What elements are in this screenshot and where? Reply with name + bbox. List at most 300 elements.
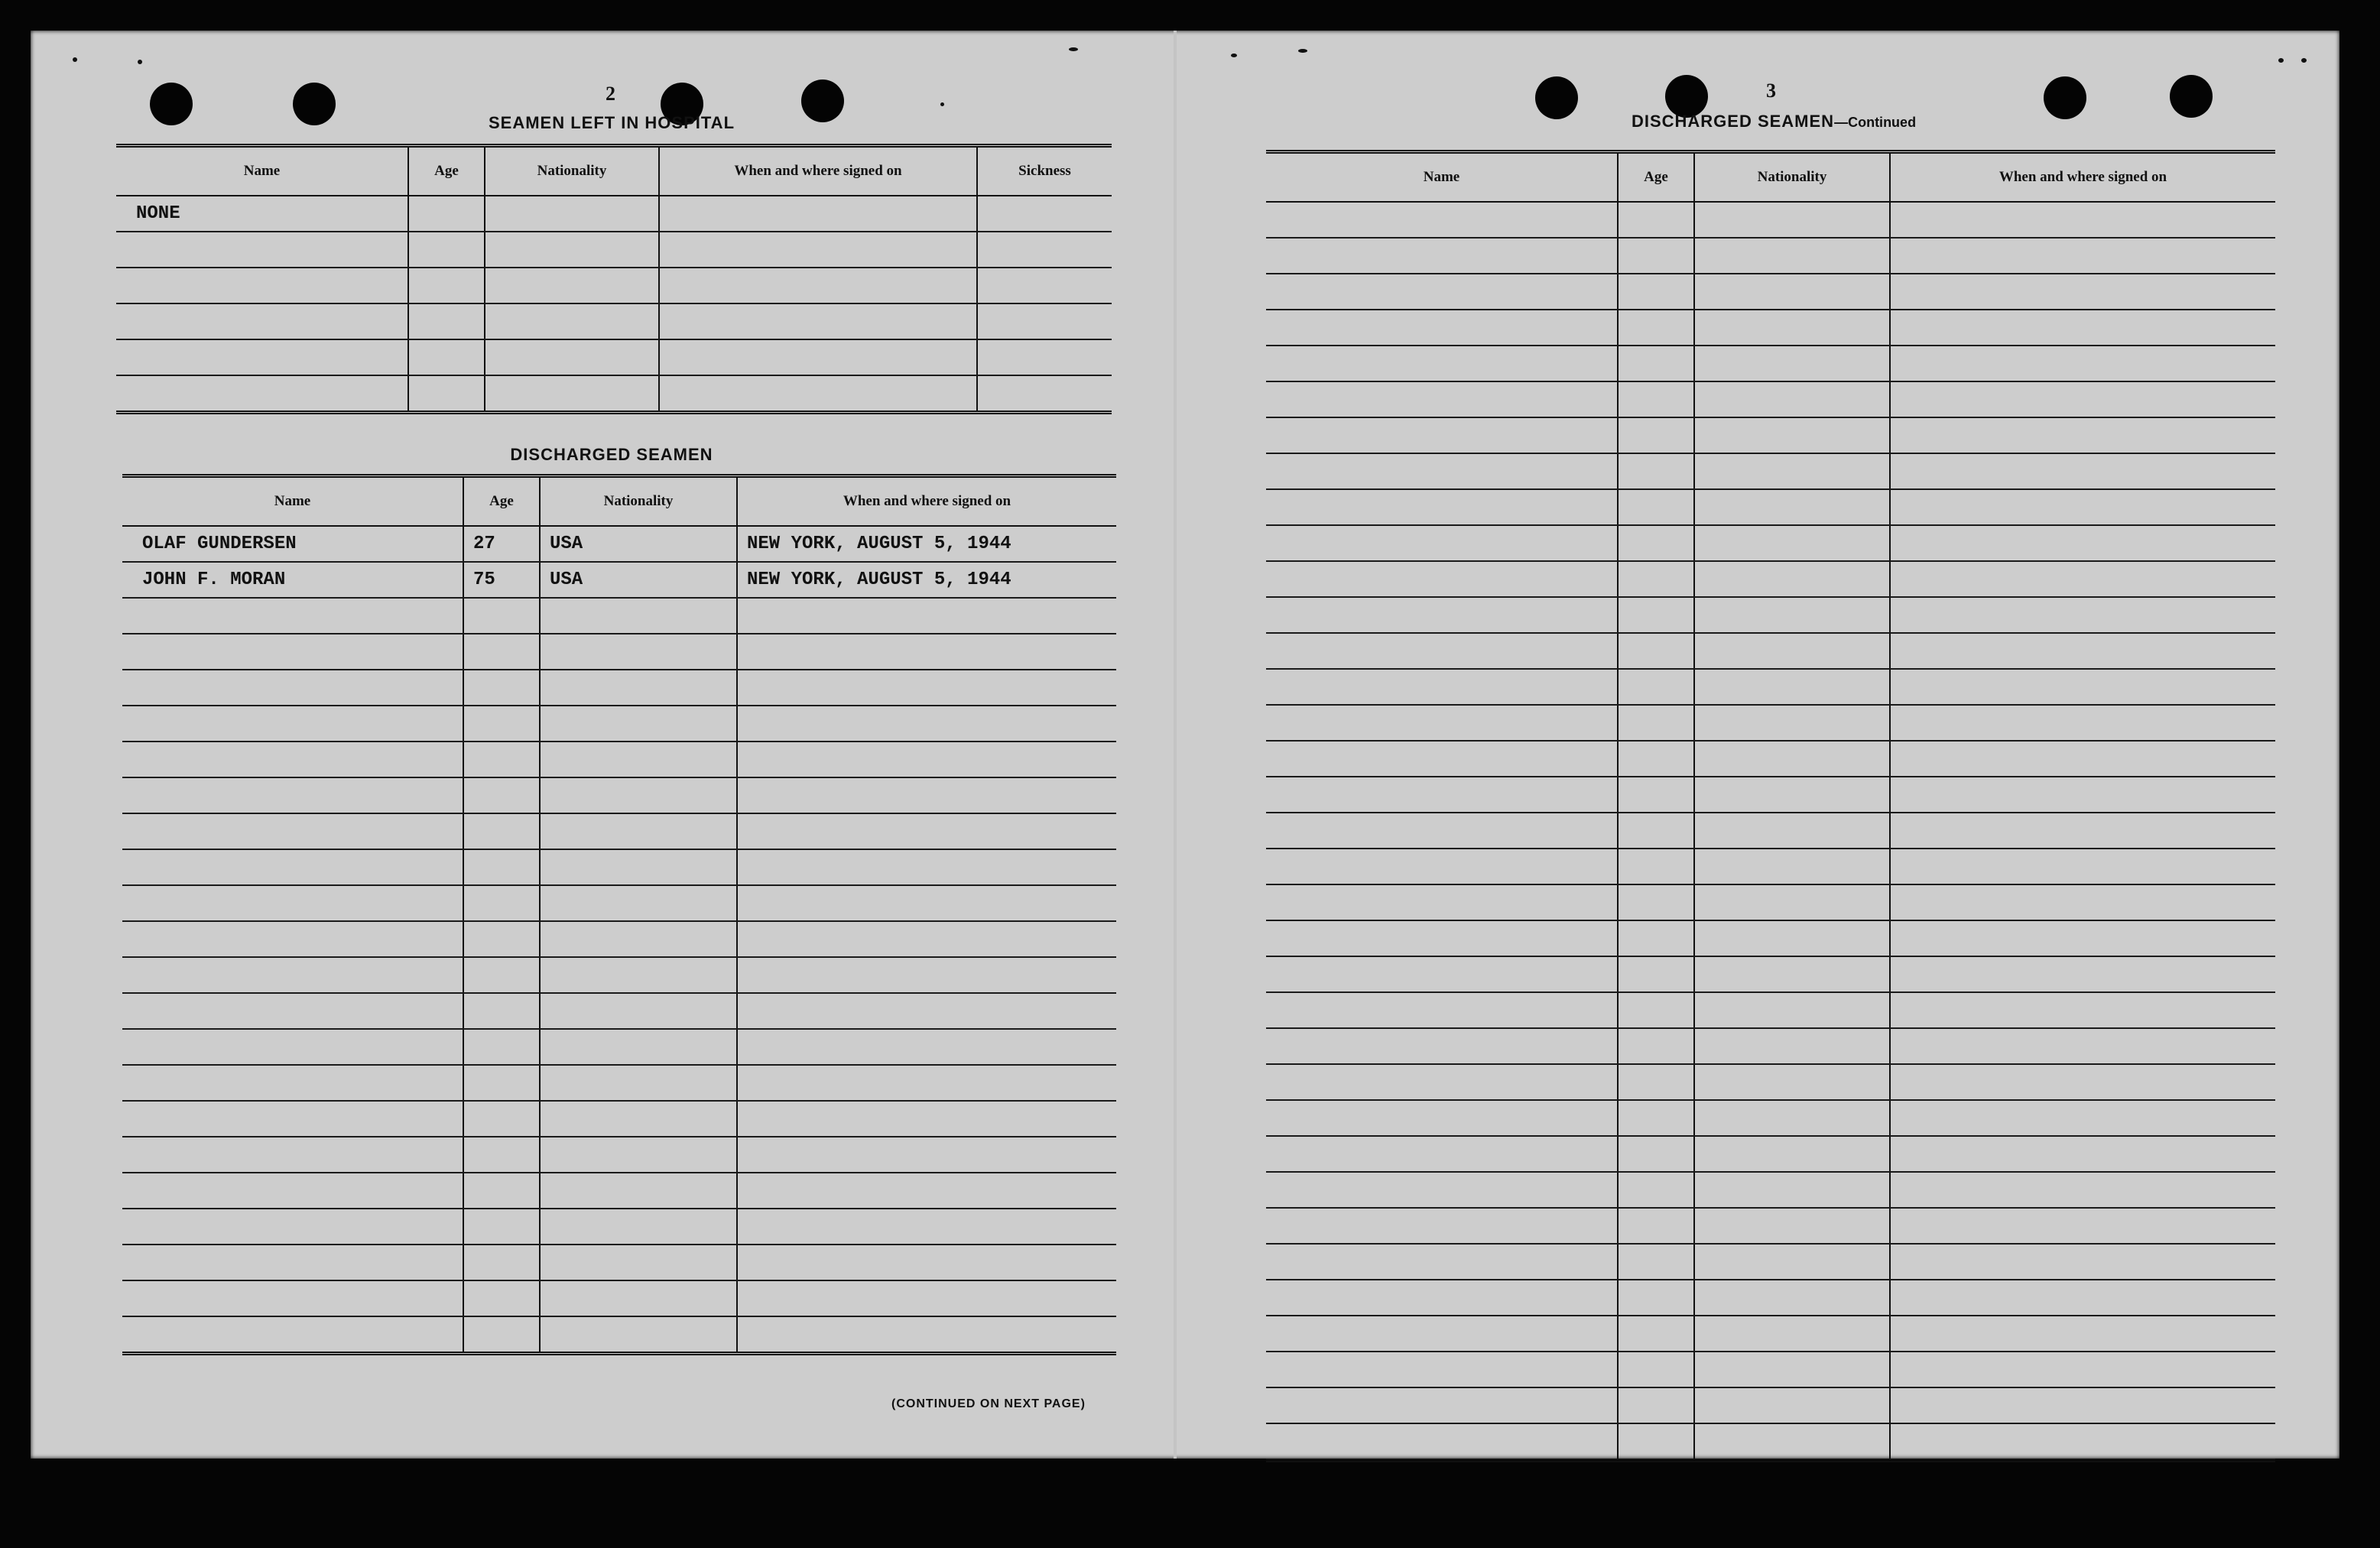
- cell-signed-on: [1890, 669, 2275, 705]
- cell-age: [1618, 1387, 1694, 1423]
- cell-nationality: [1694, 1208, 1890, 1244]
- table-row: [122, 598, 1116, 634]
- cell-signed-on: NEW YORK, AUGUST 5, 1944: [737, 526, 1116, 562]
- cell-signed-on: [1890, 1244, 2275, 1280]
- discharged-continued-title-text: DISCHARGED SEAMEN: [1631, 112, 1835, 131]
- cell-nationality: [1694, 813, 1890, 849]
- cell-nationality: [540, 849, 737, 885]
- cell-signed-on: [1890, 956, 2275, 992]
- cell-name: [122, 670, 463, 706]
- cell-nationality: [540, 1137, 737, 1173]
- cell-nationality: [540, 670, 737, 706]
- cell-nationality: [1694, 1316, 1890, 1352]
- cell-age: [1618, 489, 1694, 525]
- cell-signed-on: [1890, 238, 2275, 274]
- discharged-continued-table: [1266, 150, 2275, 1462]
- cell-nationality: [485, 339, 659, 375]
- cell-age: [1618, 346, 1694, 381]
- table-row: [122, 1137, 1116, 1173]
- cell-age: [463, 849, 540, 885]
- table-row: [122, 1245, 1116, 1280]
- cell-signed-on: [737, 706, 1116, 742]
- cell-signed-on: [1890, 1136, 2275, 1172]
- cell-age: [408, 268, 485, 303]
- cell-age: [1618, 992, 1694, 1028]
- cell-signed-on: [737, 1245, 1116, 1280]
- cell-signed-on: [659, 232, 977, 268]
- cell-age: [1618, 597, 1694, 633]
- table-row: [122, 849, 1116, 885]
- cell-nationality: [485, 232, 659, 268]
- cell-sickness: [977, 268, 1112, 303]
- cell-age: [1618, 1136, 1694, 1172]
- cell-sickness: [977, 375, 1112, 413]
- cell-age: [1618, 238, 1694, 274]
- cell-age: [1618, 1064, 1694, 1100]
- column-header-name: Name: [1266, 152, 1618, 203]
- table-row: [122, 1209, 1116, 1245]
- cell-nationality: [540, 813, 737, 849]
- paper-speck: [2278, 58, 2284, 63]
- table-row: [1266, 525, 2275, 561]
- cell-name: [1266, 1208, 1618, 1244]
- hospital-section-title: SEAMEN LEFT IN HOSPITAL: [488, 113, 735, 132]
- cell-name: [122, 598, 463, 634]
- cell-nationality: [540, 993, 737, 1029]
- table-row: [1266, 238, 2275, 274]
- cell-name: [1266, 813, 1618, 849]
- cell-name: [1266, 1136, 1618, 1172]
- column-header-signed-on: When and where signed on: [737, 476, 1116, 527]
- cell-signed-on: [1890, 1172, 2275, 1208]
- cell-age: [1618, 453, 1694, 489]
- cell-age: [463, 1029, 540, 1065]
- cell-age: [1618, 417, 1694, 453]
- cell-name: JOHN F. MORAN: [122, 562, 463, 598]
- cell-name: [122, 1316, 463, 1354]
- cell-age: [463, 706, 540, 742]
- table-row: [122, 1101, 1116, 1137]
- cell-name: [1266, 741, 1618, 777]
- punch-hole: [2170, 75, 2213, 118]
- column-header-age: Age: [463, 476, 540, 527]
- cell-age: [463, 957, 540, 993]
- cell-age: [1618, 633, 1694, 669]
- cell-age: [1618, 1244, 1694, 1280]
- cell-signed-on: [1890, 274, 2275, 310]
- cell-age: 27: [463, 526, 540, 562]
- cell-nationality: [1694, 310, 1890, 346]
- cell-nationality: [540, 598, 737, 634]
- cell-nationality: [540, 634, 737, 670]
- cell-name: [1266, 1387, 1618, 1423]
- cell-age: [463, 1280, 540, 1316]
- column-header-nationality: Nationality: [540, 476, 737, 527]
- cell-name: [122, 993, 463, 1029]
- cell-signed-on: [1890, 849, 2275, 884]
- cell-nationality: [540, 742, 737, 777]
- cell-signed-on: [737, 1316, 1116, 1354]
- cell-age: [1618, 1208, 1694, 1244]
- cell-signed-on: [1890, 525, 2275, 561]
- cell-nationality: [1694, 1028, 1890, 1064]
- cell-signed-on: [737, 1101, 1116, 1137]
- cell-name: [1266, 920, 1618, 956]
- cell-name: [116, 232, 408, 268]
- cell-signed-on: [737, 1137, 1116, 1173]
- cell-signed-on: [737, 885, 1116, 921]
- cell-name: [1266, 633, 1618, 669]
- table-row: [1266, 1387, 2275, 1423]
- hospital-table: [116, 144, 1112, 414]
- cell-signed-on: [1890, 920, 2275, 956]
- table-row: [116, 339, 1112, 375]
- cell-signed-on: [737, 634, 1116, 670]
- table-row: [116, 268, 1112, 303]
- table-row: [1266, 1423, 2275, 1461]
- cell-nationality: [1694, 992, 1890, 1028]
- table-row: [1266, 813, 2275, 849]
- cell-signed-on: [1890, 381, 2275, 417]
- cell-signed-on: [659, 375, 977, 413]
- table-row: [1266, 381, 2275, 417]
- cell-nationality: [1694, 1387, 1890, 1423]
- cell-age: [463, 598, 540, 634]
- cell-age: [463, 742, 540, 777]
- column-header-sickness: Sickness: [977, 146, 1112, 196]
- table-row: [1266, 1280, 2275, 1316]
- cell-name: OLAF GUNDERSEN: [122, 526, 463, 562]
- cell-signed-on: [659, 303, 977, 339]
- cell-nationality: [1694, 381, 1890, 417]
- cell-nationality: [1694, 525, 1890, 561]
- cell-name: [1266, 1423, 1618, 1461]
- cell-age: 75: [463, 562, 540, 598]
- table-row: [1266, 849, 2275, 884]
- cell-name: [1266, 1172, 1618, 1208]
- table-row: [1266, 1136, 2275, 1172]
- cell-name: [116, 375, 408, 413]
- cell-name: [1266, 202, 1618, 238]
- cell-age: [1618, 1316, 1694, 1352]
- cell-nationality: [1694, 1100, 1890, 1136]
- cell-name: [122, 1280, 463, 1316]
- cell-age: [1618, 1423, 1694, 1461]
- table-row: [1266, 1028, 2275, 1064]
- cell-signed-on: [1890, 1208, 2275, 1244]
- cell-age: [463, 1101, 540, 1137]
- cell-name: [116, 339, 408, 375]
- cell-name: [1266, 884, 1618, 920]
- table-row: [122, 813, 1116, 849]
- column-header-name: Name: [116, 146, 408, 196]
- cell-age: [1618, 274, 1694, 310]
- cell-age: [1618, 561, 1694, 597]
- cell-age: [463, 1173, 540, 1209]
- cell-signed-on: [1890, 777, 2275, 813]
- table-row: [1266, 777, 2275, 813]
- cell-nationality: [1694, 705, 1890, 741]
- table-row: [122, 634, 1116, 670]
- cell-sickness: [977, 339, 1112, 375]
- cell-signed-on: [1890, 489, 2275, 525]
- punch-hole: [801, 80, 844, 122]
- cell-nationality: [540, 957, 737, 993]
- cell-signed-on: [1890, 346, 2275, 381]
- cell-name: [122, 742, 463, 777]
- cell-nationality: [1694, 1172, 1890, 1208]
- cell-nationality: [1694, 274, 1890, 310]
- cell-name: [122, 1245, 463, 1280]
- page-number-right: 3: [1766, 80, 1776, 102]
- cell-age: [1618, 813, 1694, 849]
- cell-age: [408, 375, 485, 413]
- table-row: [1266, 992, 2275, 1028]
- table-row: [116, 303, 1112, 339]
- cell-name: [122, 634, 463, 670]
- cell-nationality: [1694, 741, 1890, 777]
- table-row: [1266, 597, 2275, 633]
- cell-age: [463, 1137, 540, 1173]
- cell-nationality: [540, 706, 737, 742]
- cell-signed-on: [659, 196, 977, 232]
- table-row: [1266, 669, 2275, 705]
- cell-nationality: [1694, 453, 1890, 489]
- cell-signed-on: [737, 670, 1116, 706]
- table-row: [1266, 561, 2275, 597]
- cell-age: [463, 993, 540, 1029]
- table-row: [1266, 417, 2275, 453]
- cell-name: [1266, 1316, 1618, 1352]
- cell-name: [1266, 597, 1618, 633]
- table-row: [1266, 1244, 2275, 1280]
- cell-nationality: [540, 1101, 737, 1137]
- cell-nationality: [540, 777, 737, 813]
- table-row: [1266, 741, 2275, 777]
- table-row: [1266, 956, 2275, 992]
- cell-age: [1618, 202, 1694, 238]
- cell-nationality: [1694, 489, 1890, 525]
- cell-signed-on: [737, 1173, 1116, 1209]
- column-header-signed-on: When and where signed on: [1890, 152, 2275, 203]
- cell-age: [1618, 381, 1694, 417]
- table-row: [1266, 1172, 2275, 1208]
- cell-age: [1618, 669, 1694, 705]
- cell-age: [408, 339, 485, 375]
- cell-name: [122, 957, 463, 993]
- paper-speck: [138, 60, 142, 64]
- table-row: [1266, 920, 2275, 956]
- cell-nationality: [540, 1173, 737, 1209]
- column-header-name: Name: [122, 476, 463, 527]
- cell-age: [463, 921, 540, 957]
- cell-signed-on: [1890, 992, 2275, 1028]
- cell-sickness: [977, 303, 1112, 339]
- cell-nationality: [540, 1245, 737, 1280]
- cell-nationality: [485, 375, 659, 413]
- table-row: [122, 670, 1116, 706]
- cell-nationality: [1694, 1064, 1890, 1100]
- cell-signed-on: [737, 777, 1116, 813]
- cell-name: [1266, 1100, 1618, 1136]
- cell-name: [122, 777, 463, 813]
- table-row: [1266, 202, 2275, 238]
- cell-signed-on: [1890, 310, 2275, 346]
- table-row: [1266, 453, 2275, 489]
- cell-name: [122, 1065, 463, 1101]
- cell-signed-on: [1890, 1387, 2275, 1423]
- punch-hole: [293, 83, 336, 125]
- cell-name: [1266, 992, 1618, 1028]
- cell-name: [1266, 1244, 1618, 1280]
- table-row: [122, 1316, 1116, 1354]
- column-header-age: Age: [1618, 152, 1694, 203]
- cell-nationality: [485, 303, 659, 339]
- cell-name: [122, 813, 463, 849]
- cell-name: [1266, 346, 1618, 381]
- cell-nationality: [540, 1316, 737, 1354]
- table-row: [1266, 310, 2275, 346]
- cell-signed-on: [1890, 202, 2275, 238]
- cell-nationality: [1694, 884, 1890, 920]
- cell-age: [1618, 1100, 1694, 1136]
- cell-signed-on: [659, 339, 977, 375]
- table-row: [1266, 1064, 2275, 1100]
- cell-signed-on: [737, 1209, 1116, 1245]
- cell-nationality: [1694, 1244, 1890, 1280]
- cell-signed-on: [1890, 813, 2275, 849]
- cell-signed-on: [1890, 597, 2275, 633]
- cell-name: [1266, 1064, 1618, 1100]
- cell-signed-on: [1890, 884, 2275, 920]
- cell-nationality: [485, 196, 659, 232]
- table-row: [122, 1173, 1116, 1209]
- cell-nationality: [1694, 1352, 1890, 1387]
- cell-name: [122, 706, 463, 742]
- paper-speck: [73, 57, 77, 62]
- cell-name: [1266, 1028, 1618, 1064]
- cell-name: [122, 1173, 463, 1209]
- cell-nationality: [1694, 920, 1890, 956]
- cell-age: [463, 813, 540, 849]
- cell-nationality: [1694, 597, 1890, 633]
- table-row: [1266, 705, 2275, 741]
- table-row: [122, 1029, 1116, 1065]
- cell-signed-on: [1890, 1423, 2275, 1461]
- cell-name: [1266, 489, 1618, 525]
- cell-signed-on: [1890, 1028, 2275, 1064]
- cell-age: [408, 196, 485, 232]
- cell-signed-on: [737, 921, 1116, 957]
- cell-sickness: [977, 232, 1112, 268]
- table-row: [116, 196, 1112, 232]
- cell-name: [122, 1101, 463, 1137]
- cell-nationality: [1694, 346, 1890, 381]
- table-row: [116, 232, 1112, 268]
- cell-nationality: [1694, 849, 1890, 884]
- table-row: [122, 1280, 1116, 1316]
- cell-nationality: [1694, 1280, 1890, 1316]
- table-row: [122, 526, 1116, 562]
- table-row: [122, 1065, 1116, 1101]
- cell-signed-on: [737, 1280, 1116, 1316]
- table-row: [1266, 884, 2275, 920]
- cell-name: [1266, 381, 1618, 417]
- cell-signed-on: [1890, 1316, 2275, 1352]
- paper-speck: [1231, 54, 1237, 57]
- paper-speck: [1298, 49, 1307, 53]
- cell-age: [463, 670, 540, 706]
- table-row: [1266, 346, 2275, 381]
- column-header-nationality: Nationality: [485, 146, 659, 196]
- cell-sickness: [977, 196, 1112, 232]
- table-row: [122, 562, 1116, 598]
- cell-nationality: [1694, 633, 1890, 669]
- cell-name: NONE: [116, 196, 408, 232]
- cell-signed-on: [1890, 1352, 2275, 1387]
- cell-name: [116, 268, 408, 303]
- cell-nationality: [1694, 417, 1890, 453]
- cell-name: [122, 1029, 463, 1065]
- cell-signed-on: NEW YORK, AUGUST 5, 1944: [737, 562, 1116, 598]
- cell-nationality: USA: [540, 562, 737, 598]
- cell-age: [408, 303, 485, 339]
- cell-age: [1618, 1028, 1694, 1064]
- cell-nationality: [540, 1209, 737, 1245]
- cell-age: [463, 777, 540, 813]
- cell-name: [1266, 274, 1618, 310]
- cell-age: [463, 1209, 540, 1245]
- discharged-section-title: DISCHARGED SEAMEN: [510, 445, 713, 464]
- cell-signed-on: [1890, 417, 2275, 453]
- cell-signed-on: [737, 813, 1116, 849]
- cell-nationality: [1694, 1423, 1890, 1461]
- cell-age: [1618, 1280, 1694, 1316]
- cell-nationality: [1694, 956, 1890, 992]
- cell-name: [1266, 453, 1618, 489]
- cell-signed-on: [737, 1065, 1116, 1101]
- cell-name: [1266, 1280, 1618, 1316]
- cell-name: [1266, 417, 1618, 453]
- cell-nationality: [540, 885, 737, 921]
- continued-note: (CONTINUED ON NEXT PAGE): [891, 1397, 1086, 1410]
- table-row: [1266, 1208, 2275, 1244]
- cell-name: [1266, 525, 1618, 561]
- cell-age: [1618, 1352, 1694, 1387]
- cell-age: [1618, 705, 1694, 741]
- cell-signed-on: [1890, 741, 2275, 777]
- cell-signed-on: [1890, 453, 2275, 489]
- table-row: [1266, 1100, 2275, 1136]
- cell-name: [116, 303, 408, 339]
- cell-nationality: USA: [540, 526, 737, 562]
- cell-signed-on: [737, 1029, 1116, 1065]
- cell-name: [122, 921, 463, 957]
- cell-age: [1618, 741, 1694, 777]
- cell-name: [1266, 956, 1618, 992]
- cell-name: [122, 885, 463, 921]
- cell-name: [122, 849, 463, 885]
- cell-name: [1266, 1352, 1618, 1387]
- cell-name: [1266, 705, 1618, 741]
- cell-name: [1266, 238, 1618, 274]
- cell-nationality: [540, 1029, 737, 1065]
- cell-signed-on: [1890, 633, 2275, 669]
- cell-name: [1266, 310, 1618, 346]
- punch-hole: [2044, 76, 2086, 119]
- table-row: [122, 742, 1116, 777]
- cell-nationality: [1694, 561, 1890, 597]
